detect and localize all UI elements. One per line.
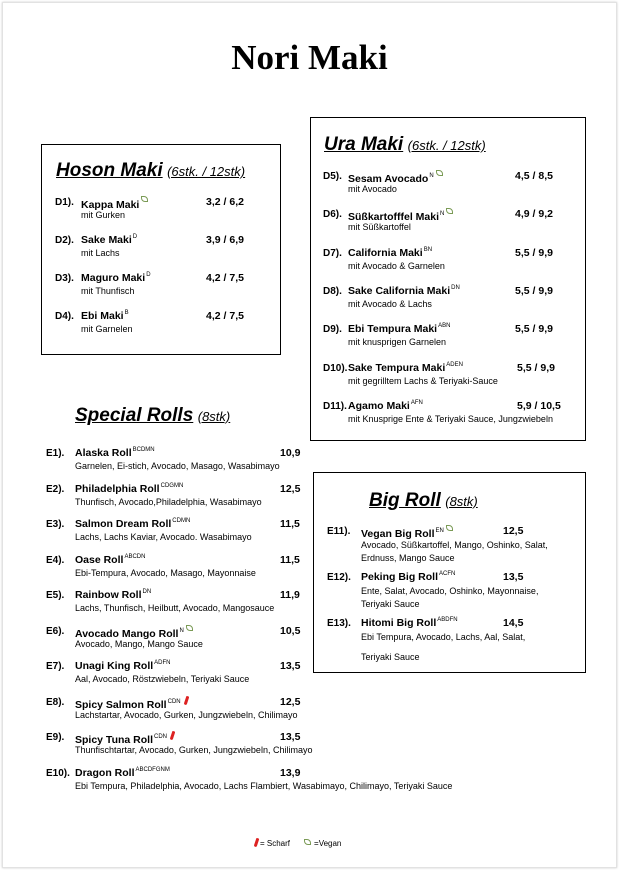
item-code: E13). xyxy=(327,618,351,629)
item-name-text: Süßkartofffel Maki xyxy=(348,211,440,223)
allergen-codes: N xyxy=(179,628,184,634)
section-count: (8stk) xyxy=(445,494,478,509)
item-price: 4,9 / 9,2 xyxy=(515,208,553,220)
item-name-text: Spicy Salmon Roll xyxy=(75,699,167,711)
item-code: D10). xyxy=(323,363,348,374)
item-price: 5,9 / 10,5 xyxy=(517,400,561,412)
item-name xyxy=(361,617,458,629)
ura-maki-heading xyxy=(324,134,486,156)
item-name xyxy=(75,660,171,672)
item-description: Ebi-Tempura, Avocado, Masago, Mayonnaise xyxy=(75,568,256,578)
allergen-codes: CDN xyxy=(153,734,167,740)
item-name xyxy=(75,483,183,495)
item-description: mit Avocado & Garnelen xyxy=(348,261,445,271)
leaf-icon xyxy=(304,839,311,845)
allergen-codes: CDGMN xyxy=(160,483,184,489)
item-name xyxy=(361,525,453,540)
item-price: 12,5 xyxy=(503,525,524,537)
item-description: Lachstartar, Avocado, Gurken, Jungzwiebeln, Chilimayo xyxy=(75,710,298,720)
leaf-icon xyxy=(186,625,193,631)
allergen-codes: ADEN xyxy=(446,362,463,368)
item-description: mit Knusprige Ente & Teriyaki Sauce, Jungzwiebeln xyxy=(348,414,553,424)
item-price: 4,2 / 7,5 xyxy=(206,310,244,322)
item-name-text: California Maki xyxy=(348,247,423,259)
item-description: Aal, Avocado, Röstzwiebeln, Teriyaki Sauce xyxy=(75,674,250,684)
item-price: 12,5 xyxy=(280,696,301,708)
section-name: Ura Maki xyxy=(324,134,404,155)
item-code: E1). xyxy=(46,448,65,459)
item-name-text: Sake Tempura Maki xyxy=(348,362,446,374)
item-description: mit Thunfisch xyxy=(81,286,135,296)
item-name-text: Oase Roll xyxy=(75,554,124,566)
item-description: Ebi Tempura, Philadelphia, Avocado, Lachs Flambiert, Wasabimayo, Chilimayo, Teriyaki Sauce xyxy=(75,781,453,791)
item-code: D11). xyxy=(323,401,347,412)
item-name xyxy=(361,571,455,583)
item-price: 13,5 xyxy=(280,660,301,672)
item-name-text: Vegan Big Roll xyxy=(361,528,435,540)
allergen-codes: ACFN xyxy=(439,571,456,577)
item-name-text: Philadelphia Roll xyxy=(75,483,160,495)
item-description: mit Gurken xyxy=(81,210,126,220)
item-description-line2: Erdnuss, Mango Sauce xyxy=(361,553,455,563)
allergen-codes: BN xyxy=(423,247,433,253)
item-name xyxy=(75,447,155,459)
allergen-codes: ABN xyxy=(438,323,451,329)
item-name-text: Maguro Maki xyxy=(81,272,146,284)
allergen-codes: ABCDFGNM xyxy=(135,767,170,773)
hoson-maki-heading xyxy=(56,160,245,182)
item-description: mit Süßkartoffel xyxy=(348,222,411,232)
item-description: mit Avocado & Lachs xyxy=(348,299,432,309)
item-name xyxy=(75,589,151,601)
item-code: E10). xyxy=(46,768,70,779)
item-description: mit knusprigen Garnelen xyxy=(348,337,447,347)
item-code: E5). xyxy=(46,590,65,601)
item-price: 13,5 xyxy=(503,571,524,583)
item-name xyxy=(81,234,137,246)
allergen-codes: DN xyxy=(142,589,152,595)
item-code: D7). xyxy=(323,248,342,259)
item-code: D5). xyxy=(323,171,342,182)
item-description: Ente, Salat, Avocado, Oshinko, Mayonnaise, xyxy=(361,586,539,596)
allergen-codes: CDMN xyxy=(172,518,191,524)
item-description: Avocado, Mango, Mango Sauce xyxy=(75,639,203,649)
item-name-text: Ebi Tempura Maki xyxy=(348,323,438,335)
item-name-text: Sake Maki xyxy=(81,234,132,246)
allergen-codes: CDN xyxy=(167,699,181,705)
item-name-text: Spicy Tuna Roll xyxy=(75,734,153,746)
item-code: D6). xyxy=(323,209,342,220)
item-name xyxy=(81,272,151,284)
item-price: 5,5 / 9,9 xyxy=(517,362,555,374)
item-code: E4). xyxy=(46,555,65,566)
item-name-text: Peking Big Roll xyxy=(361,571,439,583)
item-code: E6). xyxy=(46,626,65,637)
item-code: E12). xyxy=(327,572,351,583)
item-name-text: Dragon Roll xyxy=(75,767,135,779)
section-count: (6stk. / 12stk) xyxy=(167,164,246,179)
item-name-text: Agamo Maki xyxy=(348,400,410,412)
item-name-text: Unagi King Roll xyxy=(75,660,154,672)
allergen-codes: D xyxy=(132,234,138,240)
section-count: (6stk. / 12stk) xyxy=(407,138,486,153)
chili-icon xyxy=(254,838,260,847)
item-price: 5,5 / 9,9 xyxy=(515,323,553,335)
item-description-line2: Teriyaki Sauce xyxy=(361,599,420,609)
item-name xyxy=(348,285,460,297)
section-name: Big Roll xyxy=(369,490,441,511)
item-price: 3,9 / 6,9 xyxy=(206,234,244,246)
item-name-text: Sesam Avocado xyxy=(348,173,429,185)
item-name-text: Sake California Maki xyxy=(348,285,451,297)
item-code: D8). xyxy=(323,286,342,297)
item-description: mit Lachs xyxy=(81,248,120,258)
item-price: 5,5 / 9,9 xyxy=(515,247,553,259)
item-name-text: Avocado Mango Roll xyxy=(75,628,179,640)
item-price: 11,5 xyxy=(280,554,300,566)
leaf-icon xyxy=(141,196,148,202)
item-description: Lachs, Lachs Kaviar, Avocado. Wasabimayo xyxy=(75,532,252,542)
item-name xyxy=(75,554,145,566)
item-price: 13,5 xyxy=(280,731,301,743)
ura-maki-box xyxy=(310,117,586,441)
item-name xyxy=(75,767,170,779)
allergen-codes: BCDMN xyxy=(132,447,155,453)
item-name-text: Ebi Maki xyxy=(81,310,124,322)
item-description-line2: Teriyaki Sauce xyxy=(361,652,420,662)
item-description: Thunfischtartar, Avocado, Gurken, Jungzwiebeln, Chilimayo xyxy=(75,745,313,755)
item-code: E11). xyxy=(327,526,351,537)
allergen-codes: AFN xyxy=(410,400,423,406)
legend-scharf: = Scharf xyxy=(260,839,291,848)
item-description: mit gegrilltem Lachs & Teriyaki-Sauce xyxy=(348,376,498,386)
item-description: Thunfisch, Avocado,Philadelphia, Wasabimayo xyxy=(75,497,262,507)
item-code: D1). xyxy=(55,197,74,208)
item-price: 12,5 xyxy=(280,483,301,495)
item-code: D4). xyxy=(55,311,74,322)
item-code: D9). xyxy=(323,324,342,335)
item-name xyxy=(348,323,450,335)
item-price: 13,9 xyxy=(280,767,301,779)
leaf-icon xyxy=(446,208,453,214)
item-name xyxy=(81,310,129,322)
item-name-text: Salmon Dream Roll xyxy=(75,518,172,530)
item-name xyxy=(348,247,432,259)
item-description: Ebi Tempura, Avocado, Lachs, Aal, Salat, xyxy=(361,632,526,642)
item-price: 11,5 xyxy=(280,518,300,530)
item-description: Avocado, Süßkartoffel, Mango, Oshinko, Salat, xyxy=(361,540,548,550)
item-price: 10,9 xyxy=(280,447,301,459)
item-price: 3,2 / 6,2 xyxy=(206,196,244,208)
allergen-codes: ABDFN xyxy=(437,617,458,623)
legend-vegan: =Vegan xyxy=(314,839,342,848)
item-price: 4,5 / 8,5 xyxy=(515,170,553,182)
big-roll-heading xyxy=(369,490,478,512)
item-name-text: Hitomi Big Roll xyxy=(361,617,437,629)
item-name-text: Kappa Maki xyxy=(81,199,140,211)
menu-title: Nori Maki xyxy=(231,38,388,77)
item-name xyxy=(348,362,463,374)
allergen-codes: N xyxy=(440,211,445,217)
item-description: Lachs, Thunfisch, Heilbutt, Avocado, Mangosauce xyxy=(75,603,275,613)
leaf-icon xyxy=(446,525,453,531)
item-name-text: Alaska Roll xyxy=(75,447,132,459)
allergen-codes: D xyxy=(146,272,151,278)
section-name: Hoson Maki xyxy=(56,160,163,181)
allergen-codes: B xyxy=(124,310,129,316)
item-code: D3). xyxy=(55,273,74,284)
item-name xyxy=(75,518,190,530)
allergen-codes: ABCDN xyxy=(124,554,146,560)
allergen-codes: DN xyxy=(451,285,460,291)
item-code: E9). xyxy=(46,732,65,743)
leaf-icon xyxy=(436,170,443,176)
item-price: 4,2 / 7,5 xyxy=(206,272,244,284)
item-price: 11,9 xyxy=(280,589,300,601)
legend xyxy=(255,838,341,848)
item-description: mit Avocado xyxy=(348,184,397,194)
item-name-text: Rainbow Roll xyxy=(75,589,142,601)
item-name xyxy=(348,400,423,412)
item-price: 5,5 / 9,9 xyxy=(515,285,553,297)
item-code: E7). xyxy=(46,661,65,672)
item-description: mit Garnelen xyxy=(81,324,133,334)
item-code: E3). xyxy=(46,519,65,530)
allergen-codes: N xyxy=(429,173,434,179)
item-description: Garnelen, Ei-stich, Avocado, Masago, Wasabimayo xyxy=(75,461,280,471)
section-count: (8stk) xyxy=(197,409,231,424)
item-code: E8). xyxy=(46,697,65,708)
item-price: 10,5 xyxy=(280,625,301,637)
allergen-codes: ADFN xyxy=(154,660,171,666)
special-rolls-heading xyxy=(75,405,230,427)
allergen-codes: EN xyxy=(435,528,444,534)
item-code: E2). xyxy=(46,484,65,495)
item-price: 14,5 xyxy=(503,617,524,629)
item-code: D2). xyxy=(55,235,74,246)
section-name: Special Rolls xyxy=(75,405,194,426)
